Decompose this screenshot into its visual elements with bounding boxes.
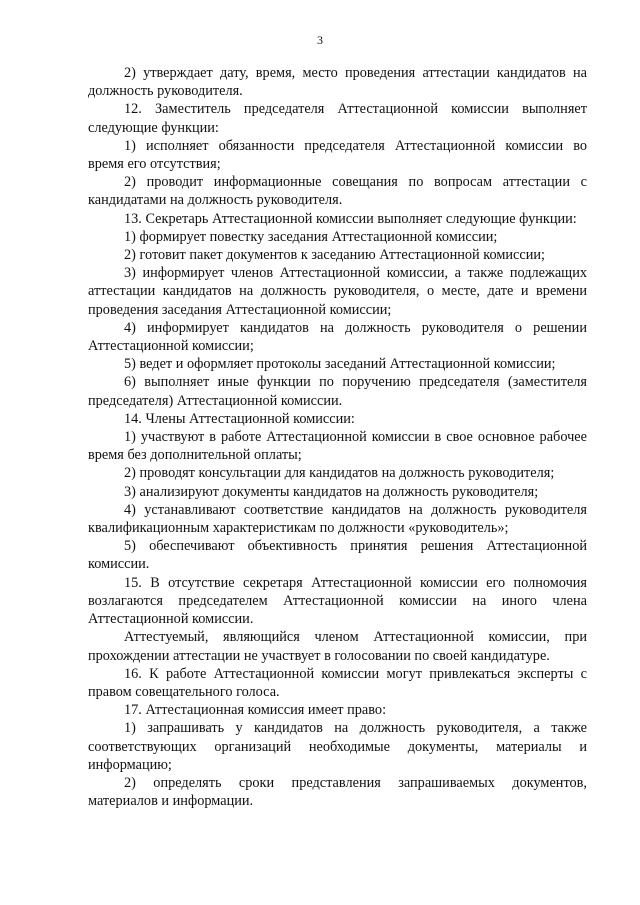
paragraph: 2) утверждает дату, время, место проведения аттестации кандидатов на должность руководителя. [88,65,587,100]
paragraph: 4) устанавливают соответствие кандидатов на должность руководителя квалификационным характеристикам по должности «руководитель»; [88,501,587,537]
page-number: 3 [317,33,323,47]
paragraph: 2) готовит пакет документов к заседанию Аттестационной комиссии; [124,247,546,264]
paragraph: 5) ведет и оформляет протоколы заседаний Аттестационной комиссии; [124,356,556,373]
paragraph: 1) исполняет обязанности председателя Аттестационной комиссии во время его отсутствия; [88,137,587,173]
paragraph: 2) определять сроки представления запрашиваемых документов, материалов и информации. [88,774,587,810]
paragraph: 1) формирует повестку заседания Аттестационной комиссии; [124,228,498,245]
paragraph: 1) запрашивать у кандидатов на должность руководителя, а также соответствующих организаций необходимые документы, материалы и информацию; [88,720,587,773]
paragraph: 6) выполняет иные функции по поручению председателя (заместителя председателя) Аттестационной комиссии. [88,374,587,409]
paragraph: 3) анализируют документы кандидатов на должность руководителя; [124,483,539,500]
paragraph: 1) участвуют в работе Аттестационной комиссии в свое основное рабочее время без дополнительной оплаты; [88,429,587,464]
paragraph: 13. Секретарь Аттестационной комиссии выполняет следующие функции: [124,210,577,227]
paragraph: 14. Члены Аттестационной комиссии: [124,410,355,427]
paragraph: Аттестуемый, являющийся членом Аттестационной комиссии, при прохождении аттестации не участвует в голосовании по своей кандидатуре. [88,629,587,664]
paragraph: 15. В отсутствие секретаря Аттестационной комиссии его полномочия возлагаются председателем Аттестационной комиссии на иного члена Аттестационной комиссии. [88,574,587,628]
paragraph: 4) информирует кандидатов на должность руководителя о решении Аттестационной комиссии; [88,319,587,355]
paragraph: 3) информирует членов Аттестационной комиссии, а также подлежащих аттестации кандидатов на должность руководителя, о месте, дате и времени проведения заседания Аттестационной комиссии; [88,265,587,318]
document-body [88,64,587,810]
paragraph: 2) проводит информационные совещания по вопросам аттестации с кандидатами на должность руководителя. [88,174,587,209]
paragraph: 2) проводят консультации для кандидатов на должность руководителя; [124,465,555,482]
paragraph: 5) обеспечивают объективность принятия решения Аттестационной комиссии. [88,538,587,573]
paragraph: 17. Аттестационная комиссия имеет право: [124,702,387,719]
paragraph: 12. Заместитель председателя Аттестационной комиссии выполняет следующие функции: [88,101,587,136]
paragraph: 16. К работе Аттестационной комиссии могут привлекаться эксперты с правом совещательного голоса. [88,665,587,700]
